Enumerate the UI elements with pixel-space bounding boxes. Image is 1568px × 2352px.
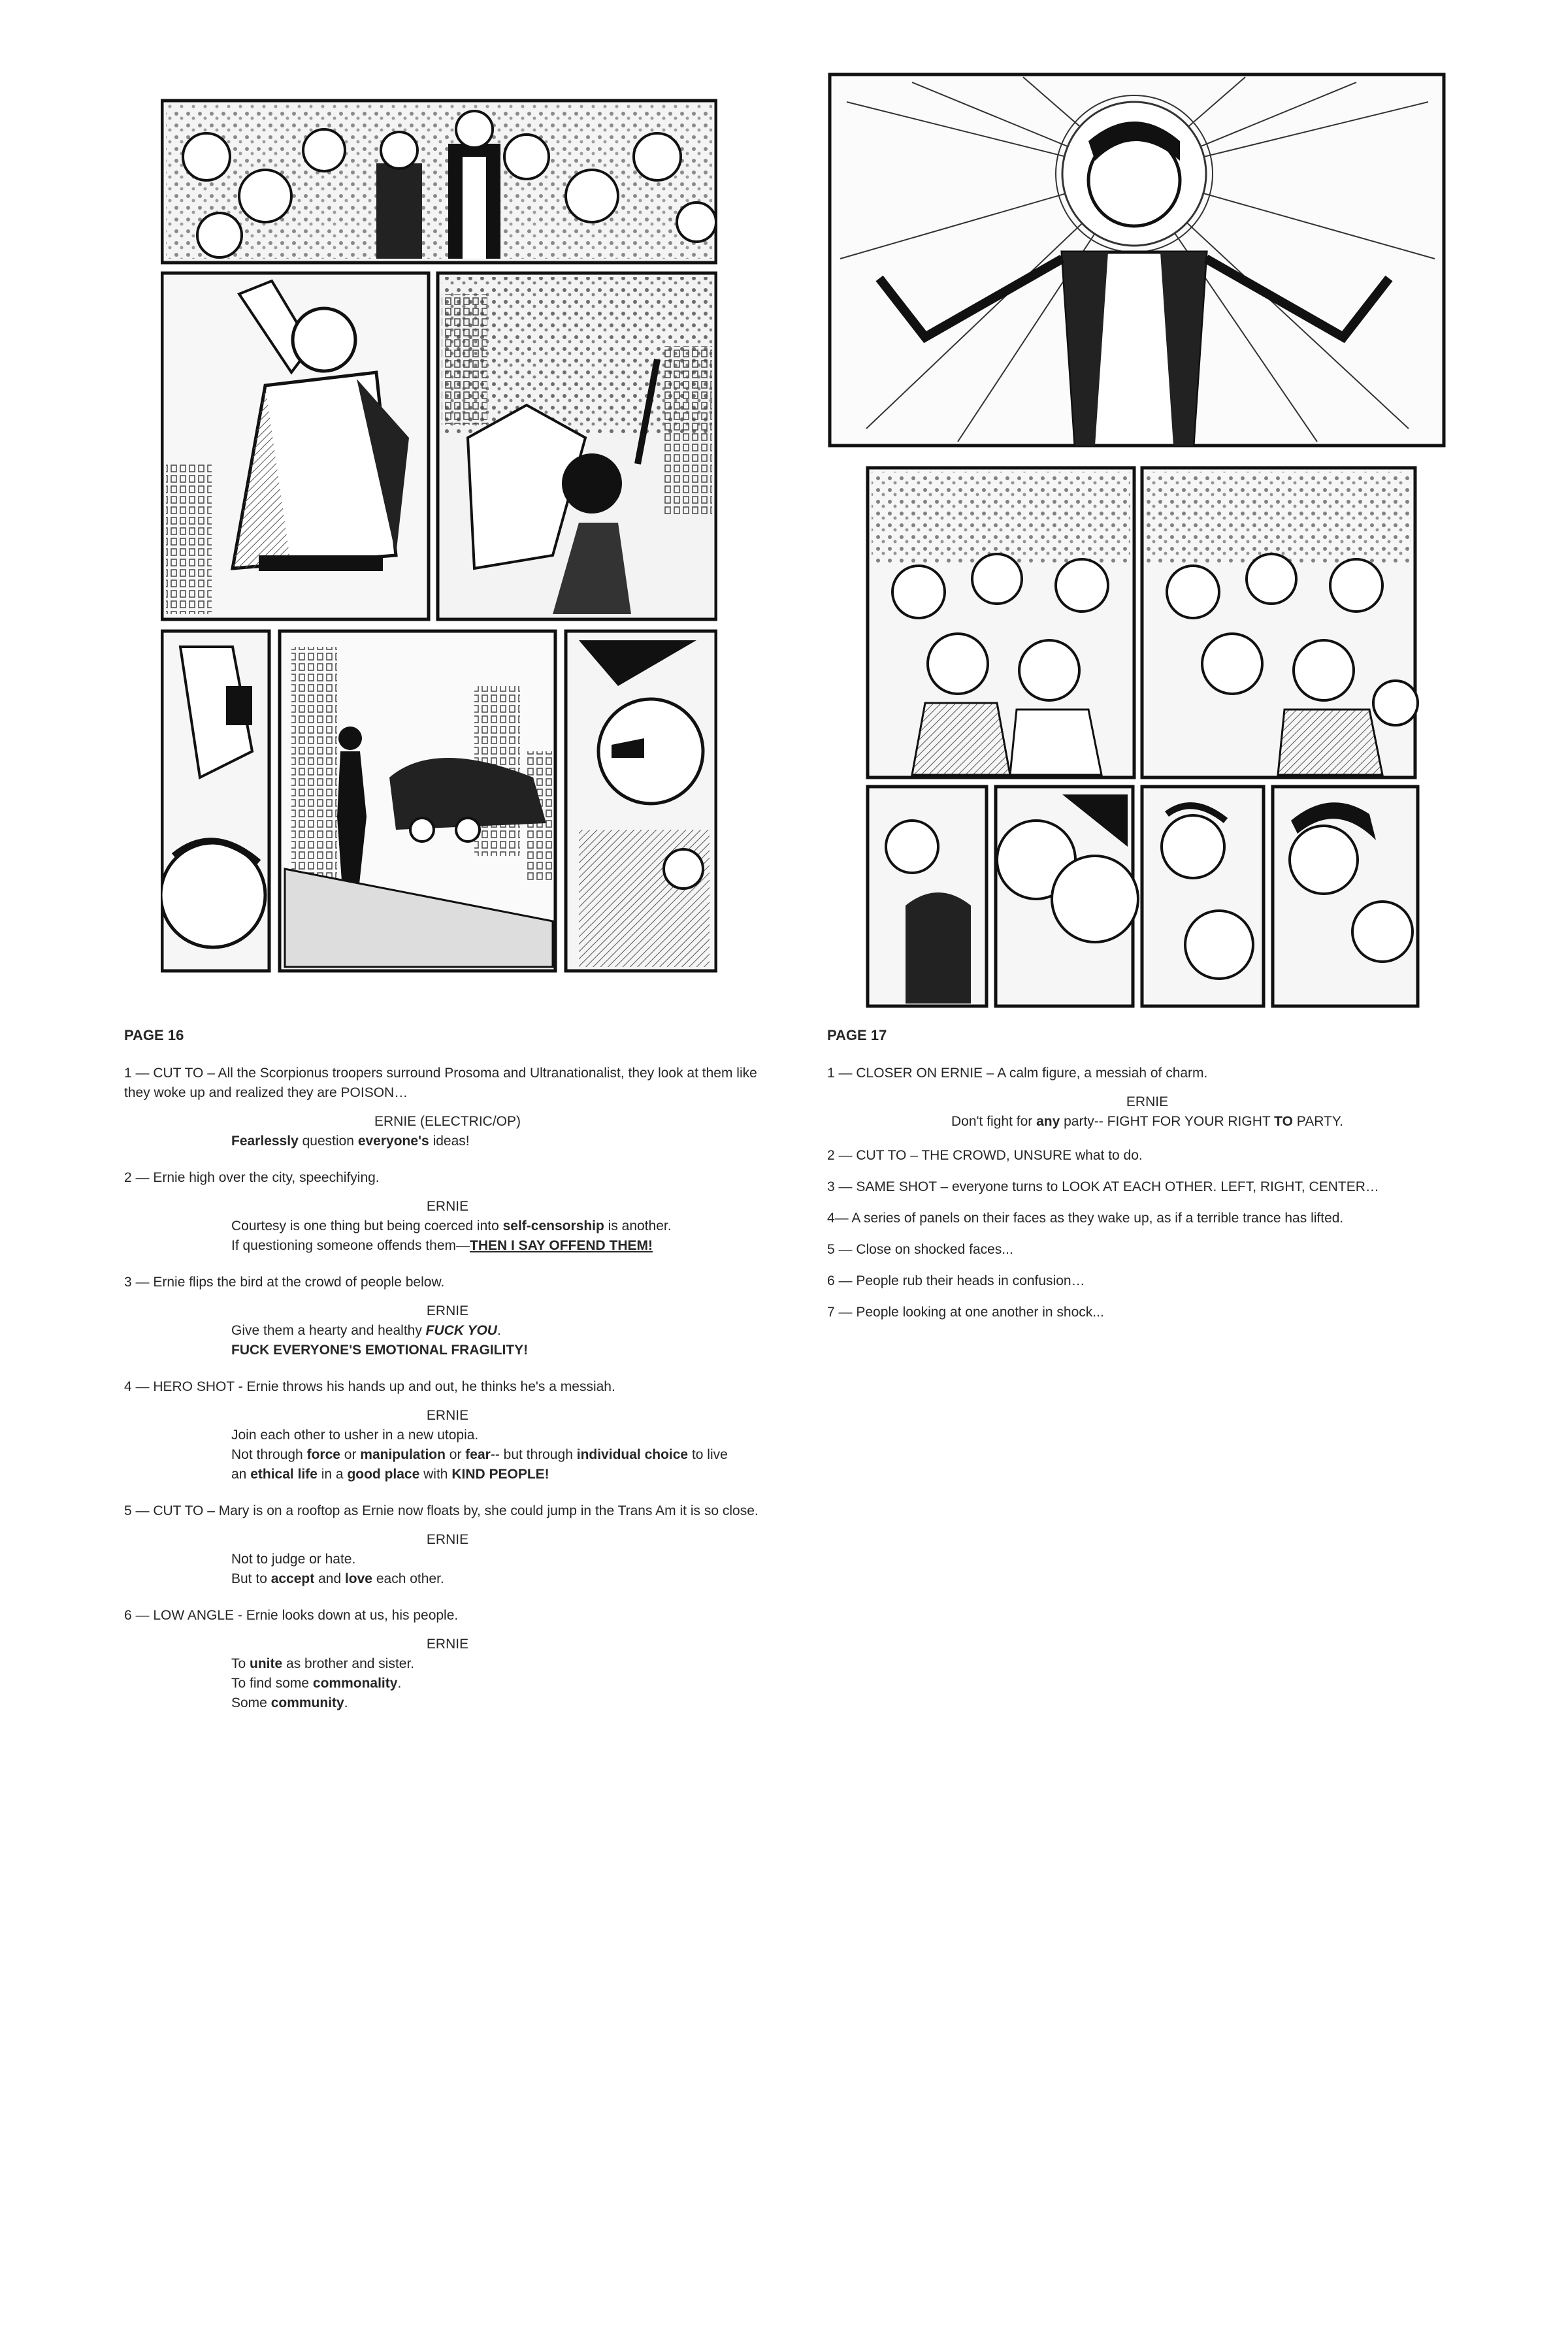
text-run: manipulation <box>360 1447 446 1462</box>
speaker-name: ERNIE <box>426 1199 469 1214</box>
text-run: Fearlessly <box>231 1134 299 1149</box>
comic-art-page-17 <box>827 63 1458 1010</box>
text-run: But to <box>231 1571 271 1586</box>
action-line: 7 — People looking at one another in shock... <box>827 1305 1104 1320</box>
text-run: Give them a hearty and healthy <box>231 1323 426 1338</box>
dialogue-block <box>124 1530 771 1589</box>
rich-line <box>231 1571 444 1586</box>
dialogue-line <box>124 1426 771 1445</box>
comic-art-page-16 <box>161 98 717 973</box>
dialogue-line <box>124 1654 771 1674</box>
text-run: commonality <box>312 1676 398 1691</box>
speaker-name: ERNIE <box>1126 1094 1169 1109</box>
panel-3-look-around <box>1142 468 1418 777</box>
panel-block-4 <box>124 1377 771 1484</box>
text-run: to live <box>688 1447 728 1462</box>
text-run: FUCK YOU <box>425 1323 497 1338</box>
text-run: community <box>270 1695 344 1710</box>
panel-1-messiah <box>830 74 1444 446</box>
rich-line <box>231 1695 348 1710</box>
text-run: any <box>1036 1114 1060 1129</box>
panel-5-shocked-faces <box>996 787 1138 1006</box>
panel-4-faces <box>868 787 987 1006</box>
dialogue-line <box>124 1569 771 1589</box>
text-run: question <box>298 1134 358 1149</box>
text-run: force <box>306 1447 340 1462</box>
speaker-name: ERNIE <box>426 1532 469 1547</box>
text-run: Courtesy is one thing but being coerced into <box>231 1218 503 1233</box>
dialogue-line <box>124 1321 771 1341</box>
text-run: with <box>419 1467 452 1482</box>
rich-line <box>951 1114 1343 1129</box>
panel-5-mary-rooftop <box>280 631 555 971</box>
panel-3-flip-bird <box>438 273 716 619</box>
text-run: If questioning someone offends them— <box>231 1238 470 1253</box>
text-run: To <box>231 1656 250 1671</box>
dialogue-line <box>124 1236 771 1256</box>
dialogue-line <box>124 1693 771 1713</box>
page-title-17: PAGE 17 <box>827 1027 887 1043</box>
action-line: 6 — People rub their heads in confusion… <box>827 1273 1085 1288</box>
rich-line <box>231 1343 528 1358</box>
panel-4-close-hand <box>161 631 269 971</box>
panel-2-crowd <box>868 468 1134 777</box>
panel-1-troopers <box>162 101 716 263</box>
rich-line <box>231 1552 355 1567</box>
dialogue-block <box>124 1197 771 1256</box>
dialogue-line <box>124 1445 771 1465</box>
text-run: fear <box>465 1447 491 1462</box>
action-line: 1 — CLOSER ON ERNIE – A calm figure, a messiah of charm. <box>827 1066 1208 1081</box>
text-run: accept <box>270 1571 315 1586</box>
text-run: Some <box>231 1695 271 1710</box>
rich-line <box>231 1134 470 1149</box>
dialogue-block <box>827 1092 1467 1132</box>
text-run: love <box>344 1571 372 1586</box>
text-run: individual choice <box>576 1447 689 1462</box>
text-run: good place <box>347 1467 420 1482</box>
text-run: PARTY. <box>1292 1114 1343 1129</box>
panel-block-6 <box>124 1606 771 1713</box>
action-line: 2 — CUT TO – THE CROWD, UNSURE what to do. <box>827 1148 1143 1163</box>
speaker-name: ERNIE (ELECTRIC/OP) <box>374 1114 521 1129</box>
action-line: 2 — Ernie high over the city, speechifying. <box>124 1170 380 1185</box>
text-run: as brother and sister. <box>282 1656 415 1671</box>
text-run: -- but through <box>490 1447 577 1462</box>
rich-line <box>231 1428 478 1443</box>
text-run: THEN I SAY OFFEND THEM! <box>470 1238 653 1253</box>
text-run: each other. <box>372 1571 444 1586</box>
speaker-name: ERNIE <box>426 1303 469 1318</box>
action-line: 4— A series of panels on their faces as they wake up, as if a terrible trance has lifted. <box>827 1211 1344 1226</box>
text-run: unite <box>250 1656 283 1671</box>
text-run: or <box>340 1447 361 1462</box>
text-run: ethical life <box>250 1467 318 1482</box>
dialogue-block <box>124 1635 771 1713</box>
text-run: KIND PEOPLE! <box>451 1467 549 1482</box>
dialogue-line <box>124 1674 771 1693</box>
text-run: To find some <box>231 1676 313 1691</box>
action-line: 5 — CUT TO – Mary is on a rooftop as Ernie now floats by, she could jump in the Trans Am it is so close. <box>124 1503 759 1518</box>
text-run: Not through <box>231 1447 307 1462</box>
text-run: TO <box>1274 1114 1293 1129</box>
dialogue-block <box>124 1406 771 1484</box>
rich-line <box>231 1238 653 1253</box>
rich-line <box>231 1676 401 1691</box>
text-run: an <box>231 1467 251 1482</box>
text-run: or <box>445 1447 466 1462</box>
text-run: . <box>497 1323 501 1338</box>
script-page-17 <box>827 1026 1467 1334</box>
panel-2-ernie-speech <box>162 273 429 619</box>
panel-block-3 <box>124 1273 771 1360</box>
text-run: Not to judge or hate. <box>231 1552 356 1567</box>
action-line: 1 — CUT TO – All the Scorpionus troopers surround Prosoma and Ultranationalist, they look at them like they woke up and realized they are POISON… <box>124 1066 757 1100</box>
action-line: 4 — HERO SHOT - Ernie throws his hands up and out, he thinks he's a messiah. <box>124 1379 615 1394</box>
action-line: 6 — LOW ANGLE - Ernie looks down at us, his people. <box>124 1608 459 1623</box>
text-run: FUCK EVERYONE'S EMOTIONAL FRAGILITY! <box>231 1343 529 1358</box>
speaker-name: ERNIE <box>426 1408 469 1423</box>
text-run: self-censorship <box>502 1218 604 1233</box>
script-page-16 <box>124 1026 771 1730</box>
text-run: . <box>344 1695 348 1710</box>
dialogue-line <box>124 1341 771 1360</box>
page-title-16: PAGE 16 <box>124 1027 184 1043</box>
dialogue-line <box>124 1132 771 1151</box>
action-line: 3 — Ernie flips the bird at the crowd of people below. <box>124 1275 445 1290</box>
dialogue-block <box>124 1301 771 1360</box>
action-line: 5 — Close on shocked faces... <box>827 1242 1013 1257</box>
text-run: and <box>314 1571 345 1586</box>
dialogue-block <box>124 1112 771 1151</box>
rich-line <box>231 1447 728 1462</box>
text-run: ideas! <box>429 1134 470 1149</box>
panel-6-rub-heads <box>1142 787 1264 1006</box>
panel-7-shock <box>1273 787 1418 1006</box>
text-run: everyone's <box>357 1134 429 1149</box>
text-run: Don't fight for <box>951 1114 1037 1129</box>
text-run: in a <box>317 1467 348 1482</box>
panel-block-5 <box>124 1501 771 1589</box>
rich-line <box>231 1467 549 1482</box>
dialogue-line <box>124 1217 771 1236</box>
text-run: is another. <box>604 1218 672 1233</box>
panel-block-1 <box>124 1064 771 1151</box>
dialogue-line <box>124 1465 771 1484</box>
panel-block-2 <box>124 1168 771 1256</box>
rich-line <box>231 1656 414 1671</box>
text-run: party-- FIGHT FOR YOUR RIGHT <box>1060 1114 1275 1129</box>
text-run: Join each other to usher in a new utopia. <box>231 1428 479 1443</box>
dialogue-line <box>827 1112 1467 1132</box>
speaker-name: ERNIE <box>426 1637 469 1652</box>
text-run: . <box>397 1676 402 1691</box>
dialogue-line <box>124 1550 771 1569</box>
action-line: 3 — SAME SHOT – everyone turns to LOOK AT EACH OTHER. LEFT, RIGHT, CENTER… <box>827 1179 1379 1194</box>
panel-6-low-angle <box>566 631 716 971</box>
rich-line <box>231 1218 672 1233</box>
rich-line <box>231 1323 501 1338</box>
